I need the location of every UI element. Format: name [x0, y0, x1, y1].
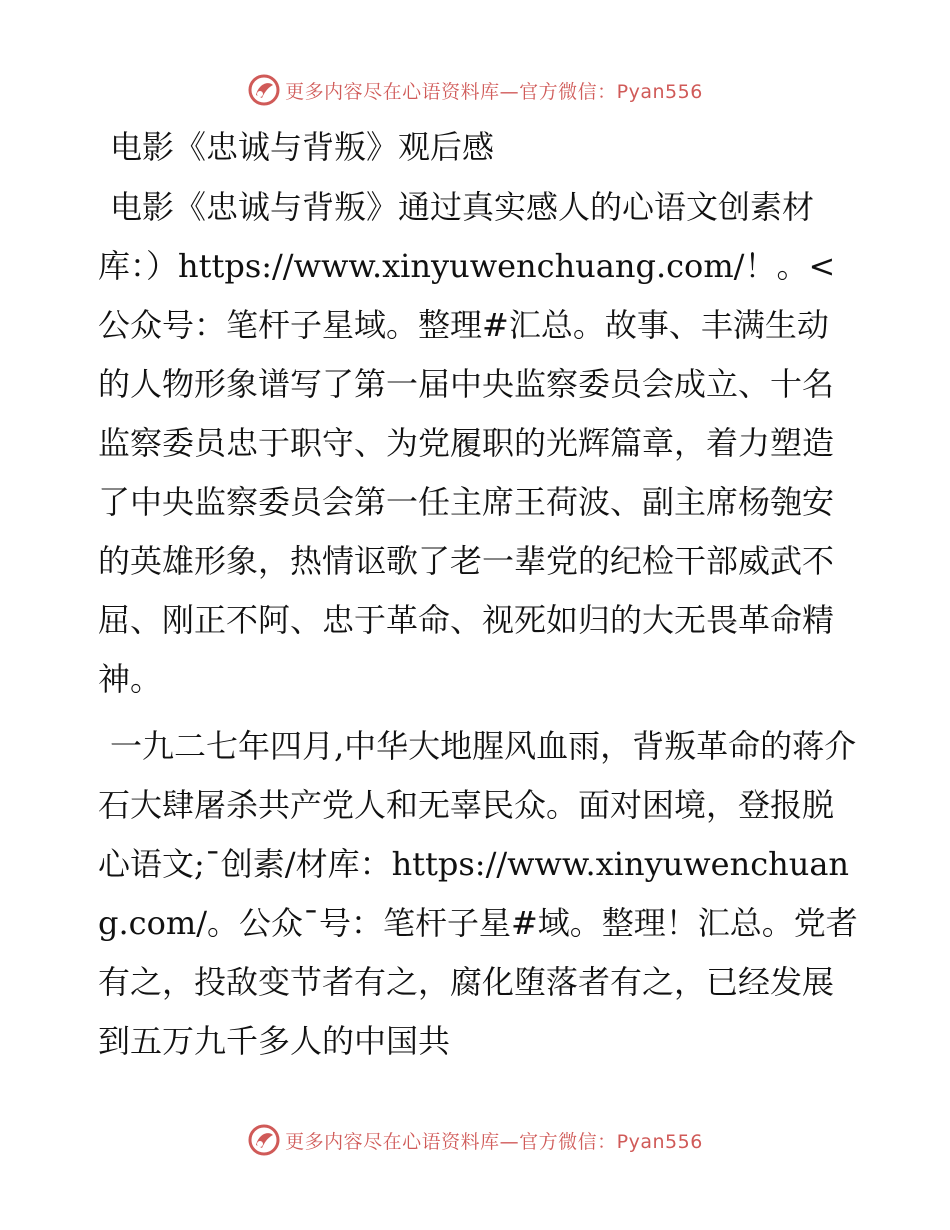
footer-watermark — [0, 1118, 950, 1162]
paragraph-2: 一九二七年四月,中华大地腥风血雨，背叛革命的蒋介石大肆屠杀共产党人和无辜民众。面对困境，登报脱心语文;¯创素/材库：https://www.xinyuwenchuang.com/。公众¯号：笔杆子星#域。整理！汇总。党者有之，投敌变节者有之，腐化堕落者有之，已经发展到五万九千多人的中国共 — [98, 727, 858, 1060]
header-watermark — [0, 68, 950, 112]
document-body — [98, 118, 858, 1079]
watermark-text: 更多内容尽在心语资料库—官方微信：Pyan556 — [285, 80, 703, 103]
seal-logo-icon — [247, 73, 281, 107]
document-title: 电影《忠诚与背叛》观后感 — [110, 128, 495, 166]
watermark-text: 更多内容尽在心语资料库—官方微信：Pyan556 — [285, 1130, 703, 1153]
seal-logo-icon — [247, 1123, 281, 1157]
paragraph-1: 电影《忠诚与背叛》通过真实感人的心语文创素材库：）https://www.xinyuwenchuang.com/！。<公众号：笔杆子星域。整理#汇总。故事、丰满生动的人物形象谱写了第一届中央监察委员会成立、十名监察委员忠于职守、为党履职的光辉篇章，着力塑造了中央监察委员会第一任主席王荷波、副主席杨匏安的英雄形象，热情讴歌了老一辈党的纪检干部威武不屈、刚正不阿、忠于革命、视死如归的大无畏革命精神。 — [98, 188, 836, 698]
